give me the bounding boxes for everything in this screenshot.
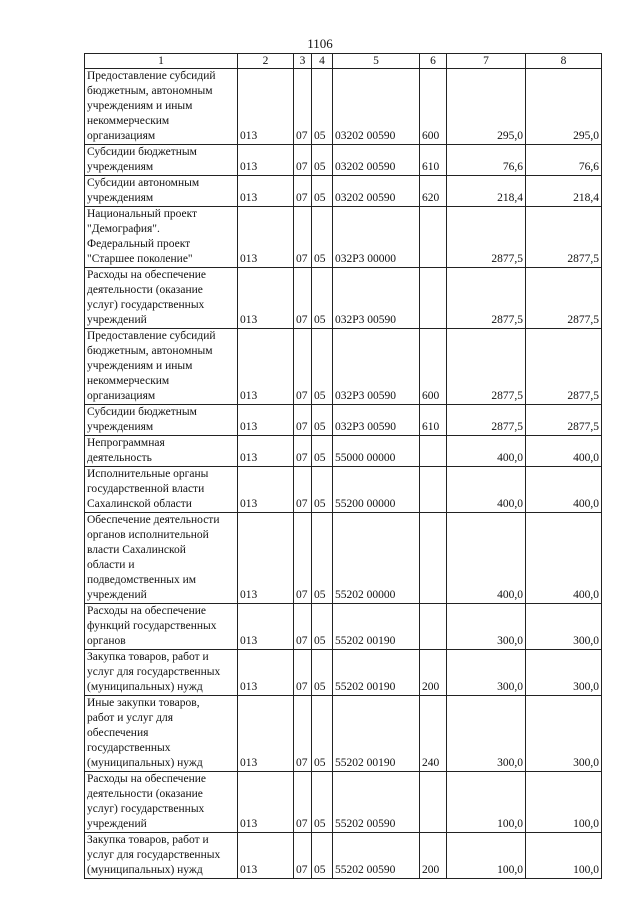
- subsection-code: 05: [312, 176, 333, 207]
- amount-col7: 2877,5: [447, 405, 526, 436]
- expense-name-line: Закупка товаров, работ и: [87, 834, 209, 846]
- target-article-code: 55202 00190: [333, 650, 420, 696]
- subsection-code: 05: [312, 69, 333, 145]
- target-article-code: 03202 00590: [333, 69, 420, 145]
- table-row: [85, 176, 602, 207]
- subsection-code: 05: [312, 145, 333, 176]
- section-code: 07: [294, 268, 312, 329]
- expense-name: [85, 69, 238, 145]
- expense-name-line: Иные закупки товаров,: [87, 697, 200, 709]
- expense-name-line: учреждениям и иным: [87, 100, 193, 112]
- section-code: 07: [294, 696, 312, 772]
- expense-type-code: 610: [420, 405, 447, 436]
- expense-name-line: бюджетным, автономным: [87, 85, 213, 97]
- expense-name-line: бюджетным, автономным: [87, 345, 213, 357]
- target-article-code: 55000 00000: [333, 436, 420, 467]
- amount-col7: 300,0: [447, 650, 526, 696]
- amount-col7: 100,0: [447, 833, 526, 879]
- expense-name-line: подведомственных им: [87, 574, 197, 586]
- section-code: 07: [294, 69, 312, 145]
- subsection-code: 05: [312, 604, 333, 650]
- amount-col7: 100,0: [447, 772, 526, 833]
- target-article-code: 032Р3 00590: [333, 405, 420, 436]
- expense-name-line: "Старшее поколение": [87, 253, 193, 265]
- expense-type-code: [420, 772, 447, 833]
- expense-name: [85, 145, 238, 176]
- amount-col8: 400,0: [526, 513, 602, 604]
- expense-type-code: [420, 268, 447, 329]
- target-article-code: 55202 00590: [333, 772, 420, 833]
- expense-name-line: власти Сахалинской: [87, 544, 186, 556]
- ministry-code: 013: [238, 467, 294, 513]
- table-row: [85, 405, 602, 436]
- expense-name-line: Субсидии автономным: [87, 177, 200, 189]
- target-article-code: 55200 00000: [333, 467, 420, 513]
- table-row: [85, 650, 602, 696]
- ministry-code: 013: [238, 604, 294, 650]
- section-code: 07: [294, 604, 312, 650]
- expense-name: [85, 207, 238, 268]
- expense-name-line: (муниципальных) нужд: [87, 757, 203, 769]
- expense-name-line: функций государственных: [87, 620, 217, 632]
- amount-col8: 76,6: [526, 145, 602, 176]
- ministry-code: 013: [238, 513, 294, 604]
- amount-col8: 295,0: [526, 69, 602, 145]
- expense-name: [85, 436, 238, 467]
- expense-name: [85, 405, 238, 436]
- expense-type-code: 240: [420, 696, 447, 772]
- amount-col8: 2877,5: [526, 268, 602, 329]
- amount-col7: 400,0: [447, 513, 526, 604]
- target-article-code: 03202 00590: [333, 176, 420, 207]
- amount-col8: 2877,5: [526, 207, 602, 268]
- table-row: [85, 329, 602, 405]
- expense-name-line: Расходы на обеспечение: [87, 269, 206, 281]
- column-header: 4: [312, 54, 333, 69]
- ministry-code: 013: [238, 772, 294, 833]
- subsection-code: 05: [312, 405, 333, 436]
- expense-name-line: организациям: [87, 130, 156, 142]
- expense-name-line: услуг для государственных: [87, 666, 221, 678]
- subsection-code: 05: [312, 513, 333, 604]
- section-code: 07: [294, 145, 312, 176]
- subsection-code: 05: [312, 833, 333, 879]
- section-code: 07: [294, 467, 312, 513]
- expense-name-line: деятельности (оказание: [87, 284, 203, 296]
- amount-col7: 295,0: [447, 69, 526, 145]
- target-article-code: 55202 00190: [333, 696, 420, 772]
- amount-col8: 400,0: [526, 436, 602, 467]
- expense-name-line: Федеральный проект: [87, 238, 191, 250]
- expense-name-line: (муниципальных) нужд: [87, 681, 203, 693]
- expense-name-line: органов исполнительной: [87, 529, 209, 541]
- column-header: 1: [85, 54, 238, 69]
- amount-col8: 218,4: [526, 176, 602, 207]
- amount-col7: 76,6: [447, 145, 526, 176]
- table-row: [85, 604, 602, 650]
- amount-col8: 300,0: [526, 650, 602, 696]
- amount-col8: 300,0: [526, 696, 602, 772]
- column-header: 3: [294, 54, 312, 69]
- expense-name: [85, 268, 238, 329]
- target-article-code: 55202 00590: [333, 833, 420, 879]
- expense-type-code: 620: [420, 176, 447, 207]
- expense-name-line: государственной власти: [87, 483, 205, 495]
- expense-name-line: Субсидии бюджетным: [87, 146, 197, 158]
- ministry-code: 013: [238, 329, 294, 405]
- expense-name: [85, 772, 238, 833]
- section-code: 07: [294, 176, 312, 207]
- subsection-code: 05: [312, 772, 333, 833]
- table-row: [85, 513, 602, 604]
- expense-type-code: [420, 436, 447, 467]
- expense-name-line: учреждений: [87, 589, 147, 601]
- expense-name-line: Субсидии бюджетным: [87, 406, 197, 418]
- table-row: [85, 145, 602, 176]
- amount-col8: 300,0: [526, 604, 602, 650]
- table-row: [85, 268, 602, 329]
- expense-name-line: работ и услуг для: [87, 712, 174, 724]
- target-article-code: 032Р3 00000: [333, 207, 420, 268]
- column-header: 8: [526, 54, 602, 69]
- expense-name-line: учреждениям: [87, 161, 154, 173]
- amount-col7: 300,0: [447, 696, 526, 772]
- expense-name: [85, 467, 238, 513]
- expense-name-line: учреждениям и иным: [87, 360, 193, 372]
- expense-name: [85, 833, 238, 879]
- subsection-code: 05: [312, 268, 333, 329]
- section-code: 07: [294, 513, 312, 604]
- expense-name-line: Исполнительные органы: [87, 468, 209, 480]
- table-row: [85, 467, 602, 513]
- amount-col8: 100,0: [526, 772, 602, 833]
- ministry-code: 013: [238, 176, 294, 207]
- target-article-code: 032Р3 00590: [333, 329, 420, 405]
- ministry-code: 013: [238, 436, 294, 467]
- subsection-code: 05: [312, 696, 333, 772]
- expense-type-code: 600: [420, 329, 447, 405]
- section-code: 07: [294, 405, 312, 436]
- page-number: 1106: [307, 36, 333, 51]
- ministry-code: 013: [238, 650, 294, 696]
- section-code: 07: [294, 329, 312, 405]
- expense-name-line: Обеспечение деятельности: [87, 514, 220, 526]
- expense-name-line: учреждений: [87, 314, 147, 326]
- amount-col7: 2877,5: [447, 268, 526, 329]
- expense-type-code: 200: [420, 833, 447, 879]
- expense-name-line: деятельность: [87, 452, 152, 464]
- section-code: 07: [294, 833, 312, 879]
- expense-name-line: Расходы на обеспечение: [87, 605, 206, 617]
- ministry-code: 013: [238, 69, 294, 145]
- expense-name-line: государственных: [87, 742, 171, 754]
- expense-name-line: некоммерческим: [87, 375, 170, 387]
- column-header: 2: [238, 54, 294, 69]
- expense-type-code: 200: [420, 650, 447, 696]
- amount-col7: 2877,5: [447, 329, 526, 405]
- table-row: [85, 833, 602, 879]
- table-row: [85, 436, 602, 467]
- subsection-code: 05: [312, 436, 333, 467]
- column-header: 5: [333, 54, 420, 69]
- table-row: [85, 772, 602, 833]
- expense-name: [85, 696, 238, 772]
- section-code: 07: [294, 436, 312, 467]
- expense-type-code: [420, 513, 447, 604]
- expense-name: [85, 513, 238, 604]
- target-article-code: 55202 00190: [333, 604, 420, 650]
- expense-name-line: "Демография".: [87, 223, 160, 235]
- expense-name-line: услуг для государственных: [87, 849, 221, 861]
- ministry-code: 013: [238, 696, 294, 772]
- header-row: [85, 54, 602, 69]
- amount-col8: 2877,5: [526, 405, 602, 436]
- section-code: 07: [294, 207, 312, 268]
- expense-name-line: Закупка товаров, работ и: [87, 651, 209, 663]
- amount-col8: 400,0: [526, 467, 602, 513]
- section-code: 07: [294, 650, 312, 696]
- expense-type-code: [420, 604, 447, 650]
- expense-name-line: учреждений: [87, 818, 147, 830]
- expense-name-line: организациям: [87, 390, 156, 402]
- amount-col7: 300,0: [447, 604, 526, 650]
- budget-table: [84, 53, 602, 879]
- expense-type-code: 600: [420, 69, 447, 145]
- amount-col7: 2877,5: [447, 207, 526, 268]
- expense-name: [85, 176, 238, 207]
- expense-name-line: услуг) государственных: [87, 803, 205, 815]
- expense-name: [85, 329, 238, 405]
- table-row: [85, 69, 602, 145]
- expense-name-line: учреждениям: [87, 192, 154, 204]
- target-article-code: 032Р3 00590: [333, 268, 420, 329]
- expense-name: [85, 604, 238, 650]
- ministry-code: 013: [238, 268, 294, 329]
- subsection-code: 05: [312, 207, 333, 268]
- table-row: [85, 207, 602, 268]
- target-article-code: 03202 00590: [333, 145, 420, 176]
- amount-col8: 100,0: [526, 833, 602, 879]
- amount-col7: 218,4: [447, 176, 526, 207]
- amount-col8: 2877,5: [526, 329, 602, 405]
- ministry-code: 013: [238, 207, 294, 268]
- expense-name-line: Расходы на обеспечение: [87, 773, 206, 785]
- expense-name-line: некоммерческим: [87, 115, 170, 127]
- expense-name-line: учреждениям: [87, 421, 154, 433]
- expense-name-line: Непрограммная: [87, 437, 165, 449]
- ministry-code: 013: [238, 145, 294, 176]
- expense-type-code: [420, 207, 447, 268]
- subsection-code: 05: [312, 650, 333, 696]
- column-header: 7: [447, 54, 526, 69]
- amount-col7: 400,0: [447, 436, 526, 467]
- expense-type-code: [420, 467, 447, 513]
- section-code: 07: [294, 772, 312, 833]
- expense-name: [85, 650, 238, 696]
- expense-name-line: (муниципальных) нужд: [87, 864, 203, 876]
- expense-name-line: Сахалинской области: [87, 498, 192, 510]
- column-header: 6: [420, 54, 447, 69]
- expense-name-line: услуг) государственных: [87, 299, 205, 311]
- subsection-code: 05: [312, 467, 333, 513]
- expense-name-line: Национальный проект: [87, 208, 198, 220]
- table-row: [85, 696, 602, 772]
- expense-name-line: органов: [87, 635, 126, 647]
- expense-name-line: Предоставление субсидий: [87, 70, 216, 82]
- ministry-code: 013: [238, 833, 294, 879]
- expense-name-line: обеспечения: [87, 727, 149, 739]
- expense-name-line: области и: [87, 559, 135, 571]
- expense-name-line: деятельности (оказание: [87, 788, 203, 800]
- expense-name-line: Предоставление субсидий: [87, 330, 216, 342]
- expense-type-code: 610: [420, 145, 447, 176]
- amount-col7: 400,0: [447, 467, 526, 513]
- target-article-code: 55202 00000: [333, 513, 420, 604]
- subsection-code: 05: [312, 329, 333, 405]
- ministry-code: 013: [238, 405, 294, 436]
